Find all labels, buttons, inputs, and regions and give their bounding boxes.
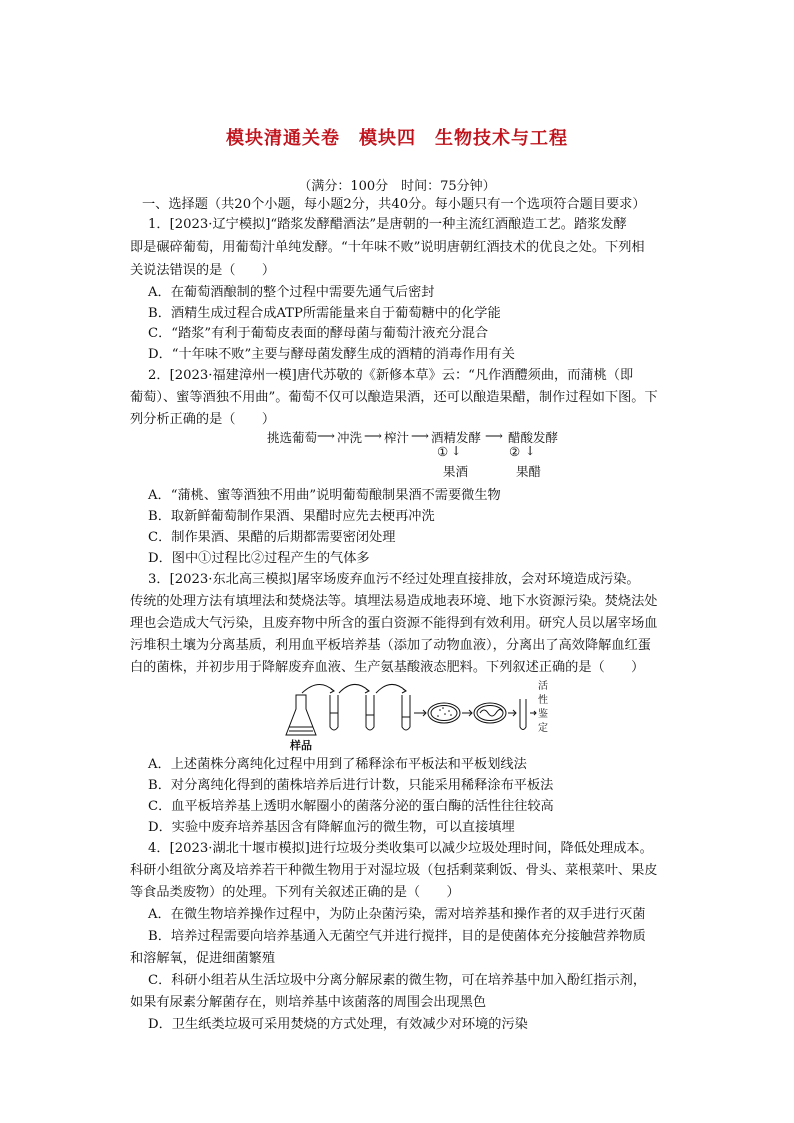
q1-option-c: C．“踏浆”有利于葡萄皮表面的酵母菌与葡萄汁液充分混合 xyxy=(148,326,489,341)
q2-stem-line: 2．[2023·福建漳州一模]唐代苏敬的《新修本草》云：“凡作酒醴须曲，而蒲桃（即 xyxy=(148,368,634,383)
q2-option-a: A．“蒲桃、蜜等酒独不用曲”说明葡萄酿制果酒不需要微生物 xyxy=(148,488,501,503)
q2-option-b: B．取新鲜葡萄制作果酒、果醋时应先去梗再冲洗 xyxy=(148,509,435,524)
flask-icon xyxy=(286,695,316,735)
q4-option-a: A．在微生物培养操作过程中，为防止杂菌污染，需对培养基和操作者的双手进行灭菌 xyxy=(148,907,646,922)
q1-option-d: D．“十年味不败”主要与酵母菌发酵生成的酒精的消毒作用有关 xyxy=(148,347,515,362)
flow-arrow: ⟶ xyxy=(411,428,429,443)
down-arrow-icon: ↓ xyxy=(525,443,536,458)
flow-mark-2: ② xyxy=(509,444,521,459)
flow-arrow: ⟶ xyxy=(317,428,335,443)
flow-arrow: ⟶ xyxy=(485,428,503,443)
exam-info: （满分：100分 时间：75分钟） xyxy=(298,179,496,194)
q4-stem-line: 科研小组欲分离及培养若干种微生物用于对湿垃圾（包括剩菜剩饭、骨头、菜根菜叶、果皮 xyxy=(130,863,658,878)
q3-stem-line: 白的菌株，并初步用于降解废弃血液、生产氨基酸液态肥料。下列叙述正确的是（ ） xyxy=(130,660,645,675)
q1-stem-line: 关说法错误的是（ ） xyxy=(130,263,276,278)
flow-step-select-grapes: 挑选葡萄 xyxy=(267,430,318,445)
q3-stem-line: 污堆积土壤为分离基质，利用血平板培养基（添加了动物血液），分离出了高效降解血红蛋 xyxy=(130,638,651,653)
q1-stem-line: 1．[2023·辽宁模拟]“踏浆发酵醋酒法”是唐朝的一种主流红酒酿造工艺。踏浆发酵 xyxy=(148,217,627,232)
down-arrow-icon: ↓ xyxy=(451,443,462,458)
fermentation-flow-diagram xyxy=(265,428,565,480)
page-title: 模块清通关卷 模块四 生物技术与工程 xyxy=(226,128,568,149)
q4-stem-line: 等食品类废物）的处理。下列有关叙述正确的是（ ） xyxy=(130,885,460,900)
q2-option-d: D．图中①过程比②过程产生的气体多 xyxy=(148,551,370,566)
q2-option-c: C．制作果酒、果醋的后期都需要密闭处理 xyxy=(148,530,396,545)
activity-label-char: 鉴 xyxy=(538,709,548,720)
q1-stem-line: 即是碾碎葡萄，用葡萄汁单纯发酵。“十年味不败”说明唐朝红酒技术的优良之处。下列相 xyxy=(130,240,645,255)
test-tube-icon xyxy=(366,695,374,730)
q3-stem-line: 3．[2023·东北高三模拟]屠宰场废弃血污不经过处理直接排放，会对环境造成污染。 xyxy=(148,572,640,587)
flow-step-juice: 榨汁 xyxy=(384,430,410,445)
sample-label: 样品 xyxy=(290,739,312,752)
isolation-procedure-drawing xyxy=(284,677,544,755)
q4-option-b-cont: 和溶解氧，促进细菌繁殖 xyxy=(130,951,276,966)
q1-option-a: A．在葡萄酒酿制的整个过程中需要先通气后密封 xyxy=(148,285,435,300)
q3-option-b: B．对分离纯化得到的菌株培养后进行计数，只能采用稀释涂布平板法 xyxy=(148,778,554,793)
flow-product-vinegar: 果醋 xyxy=(516,464,542,479)
q3-option-c: C．血平板培养基上透明水解圈小的菌落分泌的蛋白酶的活性往往较高 xyxy=(148,799,554,814)
activity-label-char: 定 xyxy=(538,723,548,734)
activity-label-char: 活 xyxy=(538,681,548,692)
q2-stem-line: 列分析正确的是（ ） xyxy=(130,412,276,427)
isolation-procedure-figure xyxy=(284,677,548,755)
flow-step-rinse: 冲洗 xyxy=(337,430,363,445)
q4-option-c: C．科研小组若从生活垃圾中分离分解尿素的微生物，可在培养基中加入酚红指示剂， xyxy=(148,973,647,988)
test-tube-icon xyxy=(520,699,526,730)
q4-stem-line: 4．[2023·湖北十堰市模拟]进行垃圾分类收集可以减少垃圾处理时间，降低处理成本。 xyxy=(148,841,653,856)
q1-option-b: B．酒精生成过程合成ATP所需能量来自于葡萄糖中的化学能 xyxy=(148,306,501,321)
q3-stem-line: 传统的处理方法有填埋法和焚烧法等。填埋法易造成地表环境、地下水资源污染。焚烧法处 xyxy=(130,594,658,609)
flow-product-wine: 果酒 xyxy=(443,464,469,479)
q4-option-d: D．卫生纸类垃圾可采用焚烧的方式处理，有效减少对环境的污染 xyxy=(148,1017,528,1032)
q2-stem-line: 葡萄）、蜜等酒独不用曲”。葡萄不仅可以酿造果酒，还可以酿造果醋，制作过程如下图。下 xyxy=(130,390,658,405)
flow-step-alcohol-fermentation: 酒精发酵 xyxy=(431,430,482,445)
test-tube-icon xyxy=(402,695,410,730)
activity-label-char: 性 xyxy=(538,695,548,706)
q4-option-c-cont: 如果有尿素分解菌存在，则培养基中该菌落的周围会出现黑色 xyxy=(130,995,487,1010)
q3-option-d: D．实验中废弃培养基因含有降解血污的微生物，可以直接填埋 xyxy=(148,820,515,835)
q4-option-b: B．培养过程需要向培养基通入无菌空气并进行搅拌，目的是使菌体充分接触营养物质 xyxy=(148,929,646,944)
q3-option-a: A．上述菌株分离纯化过程中用到了稀释涂布平板法和平板划线法 xyxy=(148,757,527,772)
flow-mark-1: ① xyxy=(437,444,449,459)
flow-step-acetic-fermentation: 醋酸发酵 xyxy=(508,430,559,445)
section-heading: 一、选择题（共20个小题，每小题2分，共40分。每小题只有一个选项符合题目要求） xyxy=(142,197,646,212)
q3-stem-line: 理也会造成大气污染，且废弃物中所含的蛋白资源不能得到有效利用。研究人员以屠宰场血 xyxy=(130,616,658,631)
flow-arrow: ⟶ xyxy=(364,428,382,443)
